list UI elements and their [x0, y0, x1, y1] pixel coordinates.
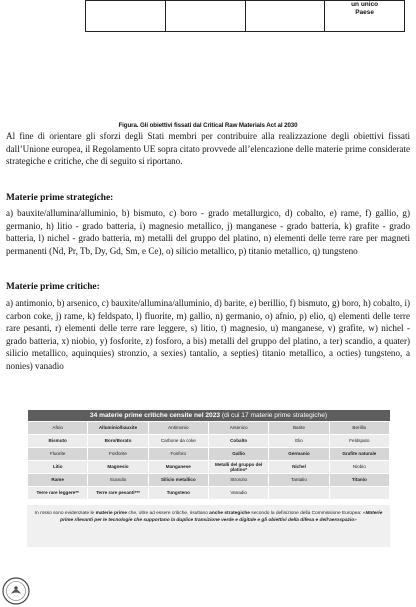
top-table-cell [245, 1, 325, 32]
top-table-cell-country [325, 1, 405, 32]
table-footnote [27, 505, 390, 547]
mineral-cell: Afnio [28, 422, 88, 435]
table-row [28, 487, 390, 500]
mineral-cell: Feldspato [329, 435, 389, 448]
mineral-cell: Manganese [148, 461, 208, 474]
mineral-cell: Grafite naturale [329, 448, 389, 461]
figure-caption: Figura. Gli obiettivi fissati dal Critical Raw Materials Act al 2030 [118, 122, 298, 129]
top-cell-line2: Paese [355, 9, 375, 16]
mineral-cell: Alluminio/bauxite [88, 422, 148, 435]
table-header-row [28, 410, 390, 422]
seal-logo-icon [2, 577, 30, 605]
top-table-fragment [85, 0, 405, 32]
footnote-part5: secondo la definizione della Commissione Europea: « [249, 511, 366, 516]
table-row [28, 435, 390, 448]
table-body [28, 422, 390, 500]
mineral-cell: Bismuto [28, 435, 88, 448]
mineral-cell: Cobalto [208, 435, 268, 448]
top-table-row [86, 1, 405, 32]
strategic-heading: Materie prime strategiche: [6, 193, 114, 203]
mineral-cell: Elio [269, 435, 329, 448]
mineral-cell: Stronzio [208, 474, 268, 487]
mineral-cell: Metalli del gruppo del platino* [208, 461, 268, 474]
mineral-cell: Arsenico [208, 422, 268, 435]
intro-paragraph: Al fine di orientare gli sforzi degli Stati membri per contribuire alla realizzazione degli obiettivi fissati dall’Unione europea, il Regolamento UE sopra citato provvede all’elencazione delle materie prime considerate strategiche e critiche, che di seguito si riportano. [6, 131, 410, 166]
mineral-cell: Germanio [269, 448, 329, 461]
mineral-cell: Terre rare leggere** [28, 487, 88, 500]
mineral-cell [329, 487, 389, 500]
mineral-cell: Terre rare pesanti*** [88, 487, 148, 500]
mineral-cell: Tantalio [269, 474, 329, 487]
table-title [28, 410, 390, 422]
mineral-cell: Scandio [88, 474, 148, 487]
footnote-part4: anche strategiche [209, 511, 250, 516]
table-title-bold: 34 materie prime critiche censite nel 2023 [89, 412, 221, 419]
critical-minerals-table [27, 410, 390, 500]
top-table-cell [165, 1, 245, 32]
table-row [28, 474, 390, 487]
table-row [28, 422, 390, 435]
footnote-part1: In rosso sono evidenziate le [34, 511, 96, 516]
mineral-cell: Tungsteno [148, 487, 208, 500]
critical-list: a) antimonio, b) arsenico, c) bauxite/allumina/alluminio, d) barite, e) berillio, f) bismuto, g) boro, h) cobalto, i) carbon coke, j) rame, k) feldspato, l) fluorite, m) gallio, n) germanio, o) afnio, p) elio, q) elementi delle terre rare pesanti, r) elementi delle terre rare leggere, s) litio, t) magnesio, u) manganese, v) grafite, w) nichel - grado batteria, x) niobio, y) fosforite, z) fosforo, a bis) metalli del gruppo del platino, a ter) scandio, a quater) silicio metallico, aquinquies) stronzio, a sexies) tantalio, a septies) titanio metallico, a octies) tungsteno, a nonies) vanadio [6, 298, 410, 371]
mineral-cell: Titanio [329, 474, 389, 487]
mineral-cell: Nichel [269, 461, 329, 474]
table-title-light: (di cui 17 materie prime strategiche) [220, 412, 328, 419]
mineral-cell: Fosforite [88, 448, 148, 461]
mineral-cell: Magnesio [88, 461, 148, 474]
mineral-cell: Litio [28, 461, 88, 474]
top-cell-line1: un unico [351, 1, 379, 8]
mineral-cell: Fosforo [148, 448, 208, 461]
footnote-part7: » [354, 518, 357, 523]
mineral-cell: Antimonio [148, 422, 208, 435]
mineral-cell: Silicio metallico [148, 474, 208, 487]
footnote-part2: materie prime [95, 511, 128, 516]
mineral-cell: Niobio [329, 461, 389, 474]
mineral-cell: Gallio [208, 448, 268, 461]
mineral-cell: Berillio [329, 422, 389, 435]
mineral-cell: Vanadio [208, 487, 268, 500]
mineral-cell: Fluorite [28, 448, 88, 461]
footnote-part6: Materie prime rilevanti per le tecnologie che supportano la duplice transizione verde e digitale e gli obiettivi della difesa e dell’aerospazio [60, 511, 383, 523]
mineral-cell: Rame [28, 474, 88, 487]
strategic-list: a) bauxite/allumina/alluminio, b) bismuto, c) boro - grado metallurgico, d) cobalto, e) rame, f) gallio, g) germanio, h) litio - grado batteria, i) magnesio metallico, j) manganese - grado batteria, k) grafite - grado batteria, l) nichel - grado batteria, m) metalli del gruppo del platino, n) elementi delle terre rare per magneti permanenti (Nd, Pr, Tb, Dy, Gd, Sm, e Ce), o) silicio metallico, p) titanio metallico, q) tungsteno [6, 208, 410, 256]
table-row [28, 461, 390, 474]
mineral-cell: Barite [269, 422, 329, 435]
footnote-part3: che, oltre ad essere critiche, risultano [127, 511, 210, 516]
mineral-cell: Boro/Borato [88, 435, 148, 448]
top-table-cell [86, 1, 166, 32]
critical-heading: Materie prime critiche: [6, 282, 100, 292]
table-row [28, 448, 390, 461]
mineral-cell [269, 487, 329, 500]
mineral-cell: Carbone da coke [148, 435, 208, 448]
